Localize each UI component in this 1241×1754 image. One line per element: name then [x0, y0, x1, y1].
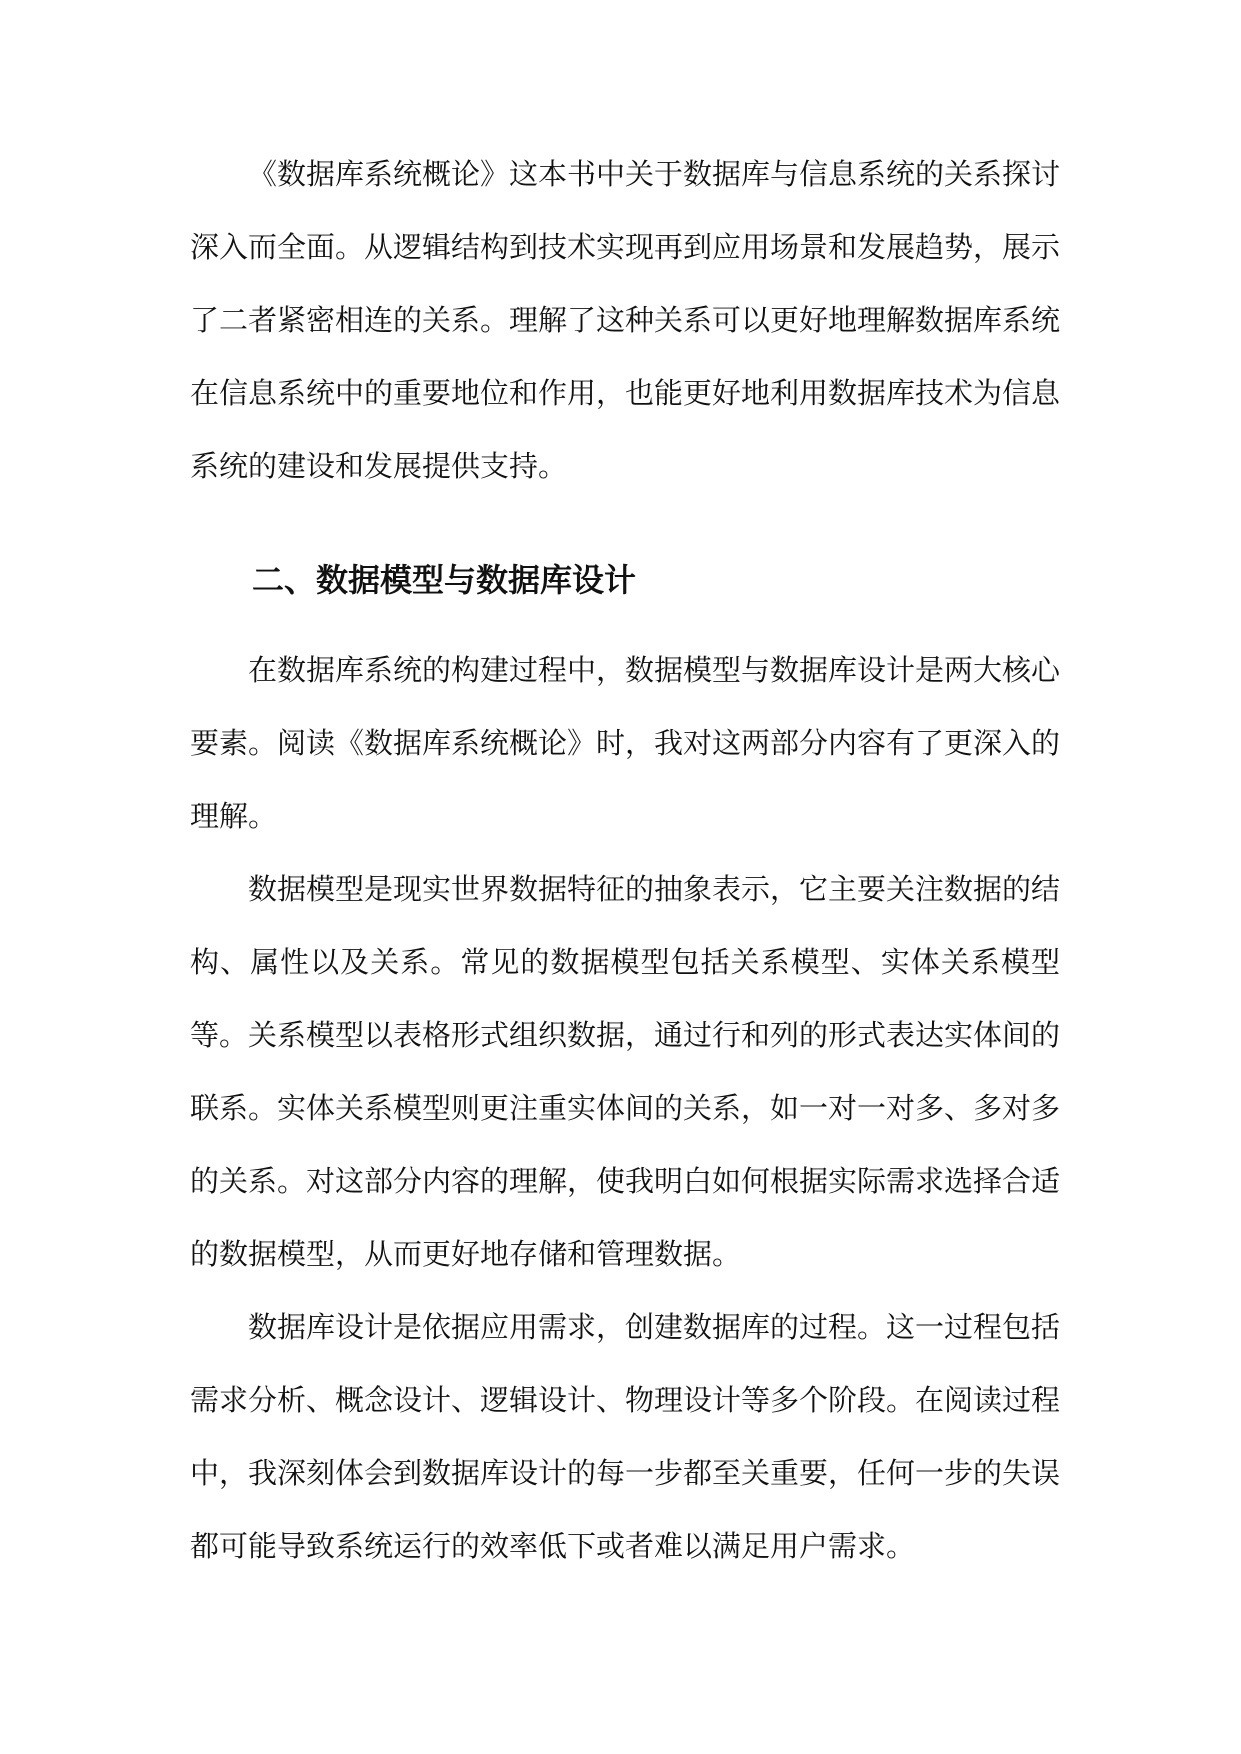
- paragraph-intro: 在数据库系统的构建过程中，数据模型与数据库设计是两大核心要素。阅读《数据库系统概论》时，我对这两部分内容有了更深入的理解。: [190, 653, 1061, 833]
- paragraph-book-summary: 《数据库系统概论》这本书中关于数据库与信息系统的关系探讨深入而全面。从逻辑结构到技术实现再到应用场景和发展趋势，展示了二者紧密相连的关系。理解了这种关系可以更好地理解数据库系统在信息系统中的重要地位和作用，也能更好地利用数据库技术为信息系统的建设和发展提供支持。: [190, 157, 1061, 483]
- paragraph-database-design: 数据库设计是依据应用需求，创建数据库的过程。这一过程包括需求分析、概念设计、逻辑设计、物理设计等多个阶段。在阅读过程中，我深刻体会到数据库设计的每一步都至关重要，任何一步的失误都可能导致系统运行的效率低下或者难以满足用户需求。: [190, 1310, 1061, 1563]
- paragraph-data-model: 数据模型是现实世界数据特征的抽象表示，它主要关注数据的结构、属性以及关系。常见的数据模型包括关系模型、实体关系模型等。关系模型以表格形式组织数据，通过行和列的形式表达实体间的联系。实体关系模型则更注重实体间的关系，如一对一对多、多对多的关系。对这部分内容的理解，使我明白如何根据实际需求选择合适的数据模型，从而更好地存储和管理数据。: [190, 872, 1061, 1271]
- section-1-closing: [190, 138, 1060, 503]
- section-2-body: [190, 634, 1060, 1583]
- section-heading: 二、数据模型与数据库设计: [252, 561, 637, 599]
